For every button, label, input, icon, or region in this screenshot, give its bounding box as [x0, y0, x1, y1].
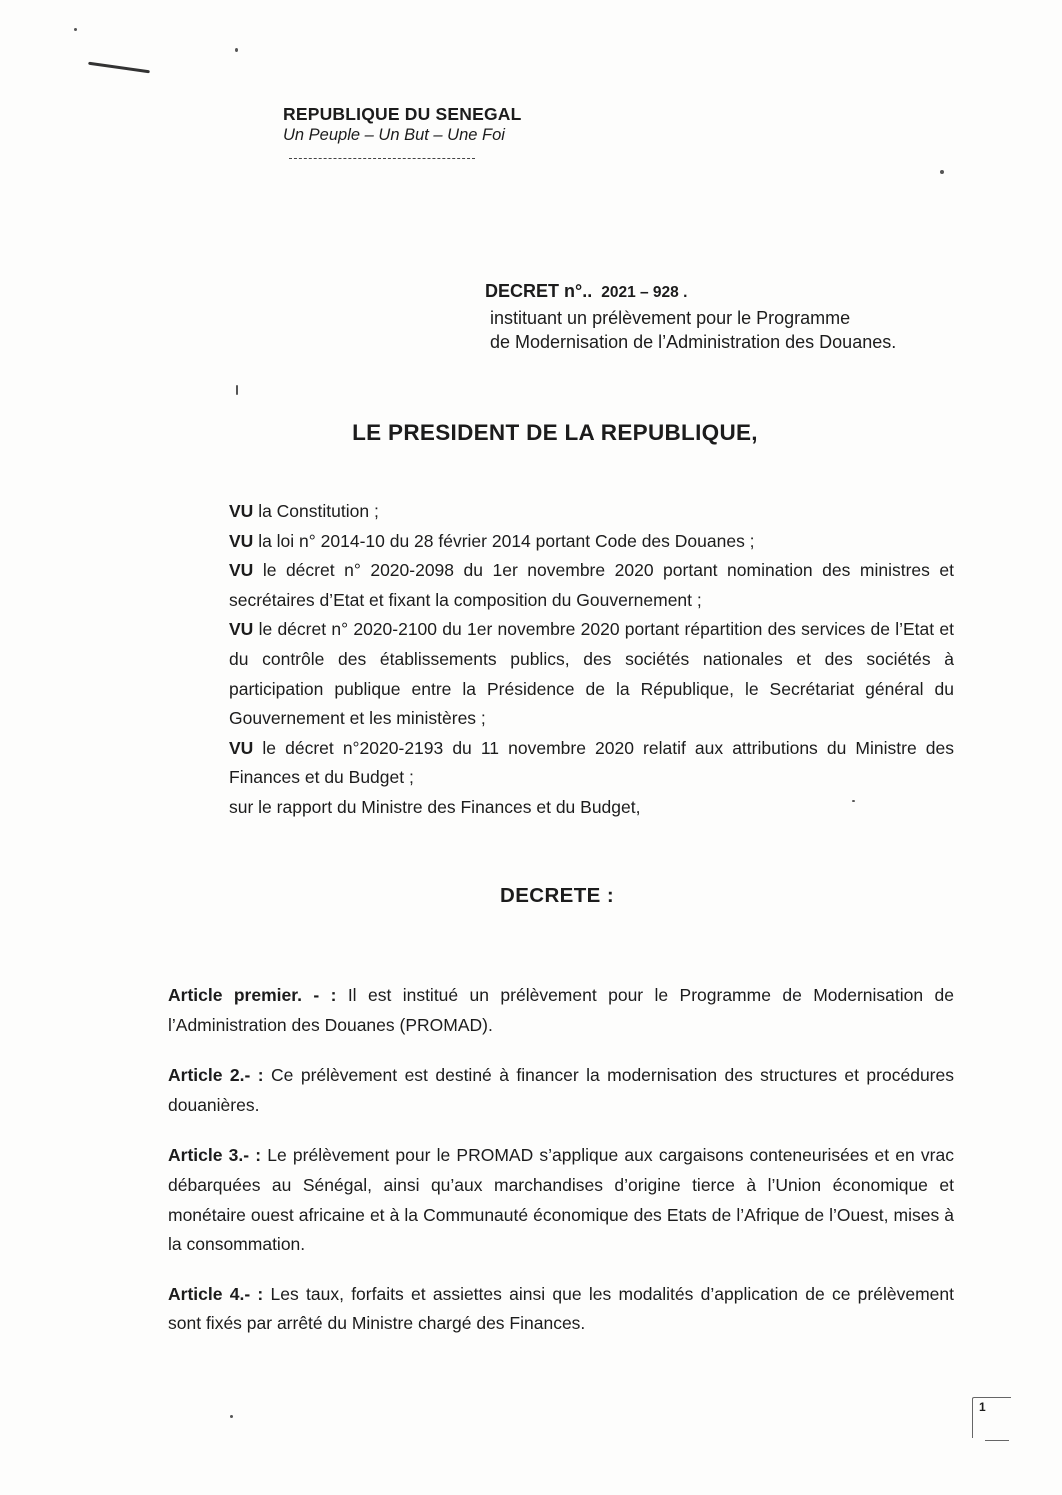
- article-label: Article premier. - :: [168, 985, 337, 1005]
- visa-text: la Constitution ;: [258, 501, 379, 521]
- visa-item: [229, 734, 954, 793]
- decree-subject: [490, 306, 970, 354]
- page-number-box: [972, 1397, 1011, 1438]
- visa-text: la loi n° 2014-10 du 28 février 2014 portant Code des Douanes ;: [258, 530, 755, 551]
- visa-prefix: VU: [229, 560, 254, 581]
- article-text: Ce prélèvement est destiné à financer la modernisation des structures et procédures douanières.: [168, 1065, 954, 1115]
- article-1: [168, 981, 954, 1040]
- scan-speck: [230, 1415, 233, 1418]
- visa-prefix: VU: [229, 737, 254, 758]
- visa-item: [229, 615, 954, 733]
- article-list: [168, 981, 954, 1360]
- article-label: Article 4.- :: [168, 1283, 264, 1304]
- national-motto: Un Peuple – Un But – Une Foi: [283, 126, 505, 144]
- decree-number-line: [485, 281, 970, 302]
- scan-speck: [74, 28, 77, 31]
- scan-speck: [940, 170, 944, 174]
- visa-text: le décret n° 2020-2100 du 1er novembre 2020 portant répartition des services de l’Etat et du contrôle des établissements publics, des sociétés nationales et des sociétés à participation publique entre la Présidence de la République, le Secrétariat général du Gouvernement et les ministères ;: [229, 619, 954, 729]
- article-text: Le prélèvement pour le PROMAD s’applique aux cargaisons conteneurisées et en vrac débarquées au Sénégal, ainsi qu’aux marchandises d’origine tierce à l’Union économique et monétaire ouest africaine et à la Communauté économique des Etats de l’Afrique de l’Ouest, mises à la consommation.: [168, 1145, 954, 1255]
- visa-item: [229, 793, 954, 823]
- decree-label: DECRET n°..: [485, 281, 593, 301]
- document-header: [283, 104, 522, 159]
- visa-item: [229, 497, 954, 527]
- article-2: [168, 1061, 954, 1120]
- visa-prefix: VU: [229, 619, 254, 640]
- country-name: REPUBLIQUE DU SENEGAL: [283, 104, 522, 124]
- article-label: Article 2.- :: [168, 1065, 264, 1086]
- article-text: Il est institué un prélèvement pour le Programme de Modernisation de l’Administration des Douanes (PROMAD).: [168, 985, 954, 1035]
- visa-list: [229, 497, 954, 823]
- visa-text: le décret n° 2020-2098 du 1er novembre 2020 portant nomination des ministres et secrétaires d’Etat et fixant la composition du Gouvernement ;: [229, 560, 954, 610]
- decree-subject-line: instituant un prélèvement pour le Programme: [490, 308, 851, 328]
- visa-text: sur le rapport du Ministre des Finances et du Budget,: [229, 796, 641, 817]
- decree-number: 2021 – 928 .: [601, 284, 688, 301]
- page-number: 1: [979, 1400, 986, 1414]
- visa-text: le décret n°2020-2193 du 11 novembre 2020 relatif aux attributions du Ministre des Finances et du Budget ;: [229, 737, 954, 788]
- decree-title-block: [485, 281, 970, 354]
- scan-speck: [235, 48, 238, 52]
- article-label: Article 3.- :: [168, 1145, 262, 1166]
- president-heading: LE PRESIDENT DE LA REPUBLIQUE,: [352, 420, 758, 445]
- scan-mark: [88, 62, 150, 74]
- decrete-heading: DECRETE :: [500, 884, 615, 907]
- decree-subject-line: de Modernisation de l’Administration des Douanes.: [490, 332, 897, 352]
- visa-item: [229, 556, 954, 615]
- visa-prefix: VU: [229, 530, 254, 551]
- visa-prefix: VU: [229, 501, 254, 521]
- scan-speck: [236, 385, 238, 395]
- page-number-rule: [985, 1440, 1009, 1441]
- article-text: Les taux, forfaits et assiettes ainsi que les modalités d’application de ce prélèvement sont fixés par arrêté du Ministre chargé des Finances.: [168, 1283, 954, 1334]
- header-divider: [289, 158, 475, 159]
- visa-item: [229, 527, 954, 557]
- article-4: [168, 1280, 954, 1339]
- article-3: [168, 1141, 954, 1259]
